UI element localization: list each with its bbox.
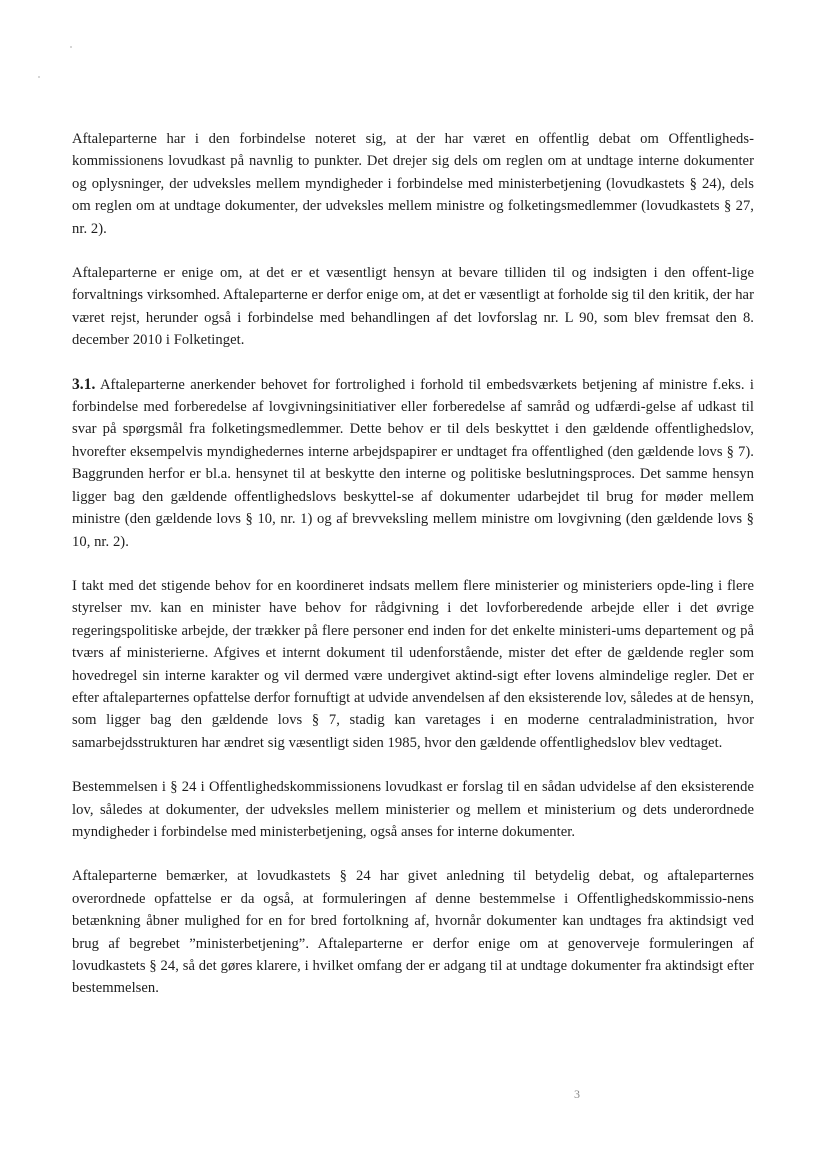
section-number: 3.1. — [72, 375, 96, 393]
paragraph-text: Aftaleparterne bemærker, at lovudkastets § 24 har givet anledning til betydelig debat, og aftaleparternes overordnede opfattelse er da også, at formuleringen af denne bestemmelse i Offentlighedskommissio-nens betænkning åbner mulighed for en for bred fortolkning af, hvornår dokumenter kan undtages fra aktindsigt ved brug af begrebet ”ministerbetjening”. Aftaleparterne er derfor enige om at genoverveje formuleringen af lovudkastets § 24, så det gøres klarere, i hvilket omfang der er adgang til at undtage dokumenter fra aktindsigt efter bestemmelsen. — [72, 868, 754, 997]
paragraph-text: Aftaleparterne anerkender behovet for fortrolighed i forhold til embedsværkets betjening af ministre f.eks. i forbindelse med forberedelse af lovgivningsinitiativer eller forberedelse af samråd og udfærdi-gelse af udkast til svar på spørgsmål fra folketingsmedlemmer. Dette behov er til dels beskyttet i den gældende offentlighedslov, hvorefter eksempelvis myndighedernes interne arbejdspapirer er undtaget fra offentlighed (den gældende lovs § 7). Baggrunden herfor er bl.a. hensynet til at beskytte den interne og politiske beslutningsproces. Det samme hensyn ligger bag den gældende offentlighedslovs beskyttel-se af dokumenter udarbejdet til brug for møder mellem ministre (den gældende lovs § 10, nr. 1) og af brevveksling mellem ministre om lovgivning (den gældende lovs § 10, nr. 2). — [72, 376, 754, 550]
paragraph-text: I takt med det stigende behov for en koordineret indsats mellem flere ministerier og ministeriers opde-ling i flere styrelser mv. kan en minister have behov for rådgivning i det lovforberedende arbejde eller i det øvrige regeringspolitiske arbejde, der trækker på flere personer end inden for det enkelte ministeri-ums departement og på tværs af ministerierne. Afgives et internt dokument til udenforstående, mister det efter de gældende regler som hovedregel sin interne karakter og vil dermed være undergivet aktind-sigt efter lovens almindelige regler. Det er efter aftaleparternes opfattelse derfor fornuftigt at udvide anvendelsen af den eksisterende lov, således at de hensyn, som ligger bag den gældende lovs § 7, stadig kan varetages i en moderne centraladministration, hvor samarbejdsstrukturen har ændret sig væsentligt siden 1985, hvor den gældende offentlighedslov blev vedtaget. — [72, 577, 754, 751]
paragraph-reconsideration — [72, 865, 754, 999]
scan-speck — [70, 46, 72, 48]
paragraph-text: Bestemmelsen i § 24 i Offentlighedskommissionens lovudkast er forslag til en sådan udvidelse af den eksisterende lov, således at dokumenter, der udveksles mellem ministerier og mellem et ministerium og dets underordnede myndigheder i forbindelse med ministerbetjening, også anses for interne dokumenter. — [72, 779, 754, 840]
paragraph-text: Aftaleparterne er enige om, at det er et væsentligt hensyn at bevare tilliden til og indsigten i den offent-lige forvaltnings virksomhed. Aftaleparterne er derfor enige om, at det er væsentligt at forholde sig til den kritik, der har været rejst, herunder også i forbindelse med behandlingen af det lovforslag nr. L 90, som blev fremsat den 8. december 2010 i Folketinget. — [72, 265, 754, 349]
scan-speck — [38, 76, 40, 78]
paragraph-text: Aftaleparterne har i den forbindelse noteret sig, at der har været en offentlig debat om Offentligheds-kommissionens lovudkast på navnlig to punkter. Det drejer sig dels om reglen om at undtage interne dokumenter og oplysninger, der udveksles mellem myndigheder i forbindelse med ministerbetjening (lovudkastets § 24), dels om reglen om at undtage dokumenter, der udveksles mellem ministre og folketingsmedlemmer (lovudkastets § 27, nr. 2). — [72, 131, 754, 237]
paragraph-coordination — [72, 575, 754, 754]
paragraph-section-3-1 — [72, 374, 754, 553]
paragraph-agreement — [72, 262, 754, 352]
document-body — [72, 128, 754, 1000]
paragraph-section-24 — [72, 776, 754, 843]
paragraph-public-debate — [72, 128, 754, 240]
page-number: 3 — [574, 1087, 580, 1101]
